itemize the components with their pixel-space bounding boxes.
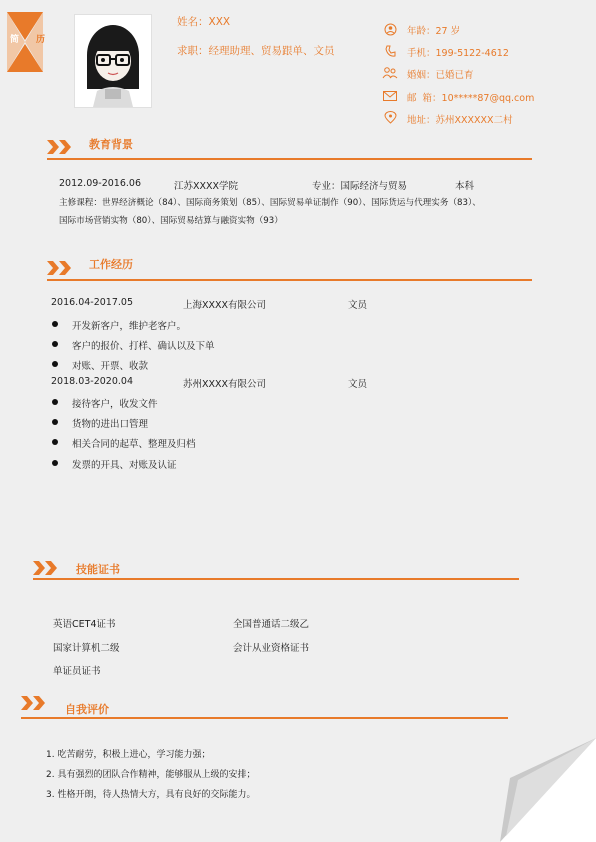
job1-role: 文员	[348, 300, 368, 311]
education-dates: 2012.09-2016.06	[59, 178, 141, 189]
avatar	[74, 14, 152, 108]
page-curl-icon	[500, 738, 596, 842]
self-eval-item-1: 1. 吃苦耐劳，积极上进心，学习能力强；	[46, 750, 211, 760]
bullet-icon	[52, 439, 58, 445]
self-eval-title: 自我评价	[65, 703, 109, 716]
job2-duty-3: 相关合同的起草、整理及归档	[72, 439, 196, 450]
skills-divider	[33, 578, 519, 580]
contact-age	[407, 23, 460, 37]
name-text: 姓名：XXX	[177, 16, 231, 28]
job1-duty-3: 对账、开票、收款	[72, 361, 149, 372]
education-courses-line1: 主修课程：世界经济概论（84）、国际商务策划（85）、国际贸易单证制作（90）、国际货运与代理实务（83）、	[59, 198, 481, 208]
job2-role: 文员	[348, 379, 368, 390]
bullet-icon	[52, 321, 58, 327]
email-value[interactable]: 10*****87@qq.com	[441, 93, 535, 104]
job1-duty-2: 客户的报价、打样、确认以及下单	[72, 341, 215, 352]
mail-icon	[383, 91, 397, 101]
skill-item-3: 国家计算机二级	[53, 643, 120, 654]
self-eval-divider	[21, 717, 508, 719]
self-eval-item-2: 2. 具有强烈的团队合作精神，能够服从上级的安排；	[46, 770, 256, 780]
badge-char-1: 简	[10, 35, 20, 45]
phone-value: 199-5122-4612	[435, 48, 509, 59]
job1-duty-1: 开发新客户，维护老客户。	[72, 321, 187, 332]
age-label: 年龄：	[407, 26, 436, 37]
bullet-icon	[52, 419, 58, 425]
double-chevron-icon	[33, 561, 59, 575]
bullet-icon	[52, 361, 58, 367]
double-chevron-icon	[47, 140, 73, 154]
contact-address	[407, 112, 513, 126]
bullet-icon	[52, 399, 58, 405]
person-icon	[384, 23, 397, 36]
skill-item-1: 英语CET4证书	[53, 619, 116, 630]
skill-item-5: 单证员证书	[53, 666, 101, 677]
address-value: 苏州XXXXXX二村	[435, 115, 513, 126]
age-value: 27 岁	[435, 26, 461, 37]
couple-icon	[382, 66, 398, 79]
education-divider	[47, 158, 532, 160]
education-major: 专业：国际经济与贸易	[312, 181, 408, 192]
job2-dates: 2018.03-2020.04	[51, 376, 133, 387]
bullet-icon	[52, 460, 58, 466]
marriage-value: 已婚已育	[435, 70, 474, 81]
work-divider	[47, 279, 532, 281]
job1-dates: 2016.04-2017.05	[51, 297, 133, 308]
education-courses-line2: 国际市场营销实物（80）、国际贸易结算与融资实物（93）	[59, 216, 283, 226]
objective-text: 求职：经理助理、贸易跟单、文员	[177, 45, 335, 57]
contact-email	[407, 90, 534, 104]
contact-marriage	[407, 67, 474, 81]
address-label: 地址：	[407, 115, 436, 126]
marriage-label: 婚姻：	[407, 70, 436, 81]
double-chevron-icon	[21, 696, 47, 710]
self-eval-item-3: 3. 性格开朗，待人热情大方，具有良好的交际能力。	[46, 790, 256, 800]
job2-company: 苏州XXXX有限公司	[183, 379, 267, 390]
education-title: 教育背景	[89, 138, 133, 151]
phone-icon	[384, 45, 397, 58]
contact-phone	[407, 45, 509, 59]
phone-label: 手机：	[407, 48, 436, 59]
job2-duty-1: 接待客户，收发文件	[72, 399, 158, 410]
skill-item-2: 全国普通话二级乙	[233, 619, 310, 630]
job1-company: 上海XXXX有限公司	[183, 300, 267, 311]
job2-duty-4: 发票的开具、对账及认证	[72, 460, 177, 471]
education-degree: 本科	[455, 181, 475, 192]
job2-duty-2: 货物的进出口管理	[72, 419, 149, 430]
email-label: 邮 箱：	[407, 93, 442, 104]
double-chevron-icon	[47, 261, 73, 275]
work-title: 工作经历	[89, 258, 133, 271]
badge-char-2: 历	[36, 35, 46, 45]
skills-title: 技能证书	[76, 563, 120, 576]
avatar-girl-icon	[75, 15, 151, 107]
skill-item-4: 会计从业资格证书	[233, 643, 310, 654]
location-icon	[384, 111, 397, 124]
bullet-icon	[52, 341, 58, 347]
education-school: 江苏XXXX学院	[174, 181, 239, 192]
